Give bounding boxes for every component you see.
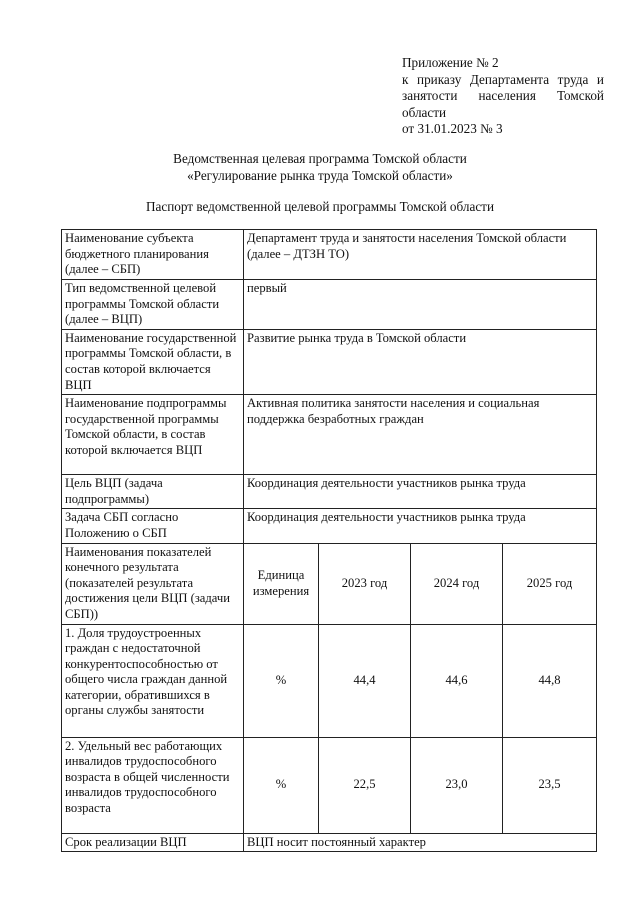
passport-table: [61, 229, 597, 852]
table-row: [62, 475, 597, 509]
passport-heading: Паспорт ведомственной целевой программы Томской области: [145, 199, 495, 214]
table-row: [62, 280, 597, 330]
indicator-row: [62, 737, 597, 833]
indicator-value-2023: 22,5: [319, 737, 411, 833]
indicator-value-2023: 44,4: [319, 624, 411, 737]
row-label: Наименование государственной программы Томской области, в состав которой включается ВЦП: [62, 329, 244, 394]
indicator-unit: %: [244, 737, 319, 833]
row-value: Департамент труда и занятости населения Томской области (далее – ДТЗН ТО): [244, 230, 597, 280]
row-label: Задача СБП согласно Положению о СБП: [62, 509, 244, 543]
term-value: ВЦП носит постоянный характер: [244, 833, 597, 852]
appendix-department-line: занятости населения Томской: [402, 88, 604, 103]
row-value: Координация деятельности участников рынка труда: [244, 509, 597, 543]
indicator-label: 2. Удельный вес работающих инвалидов трудоспособного возраста в общей численности инвалидов трудоспособного возраста: [62, 737, 244, 833]
program-title: [0, 150, 640, 184]
table-row: [62, 395, 597, 475]
indicators-header-row: [62, 543, 597, 624]
row-value: Активная политика занятости населения и социальная поддержка безработных граждан: [244, 395, 597, 475]
appendix-region-line: области: [402, 104, 447, 120]
table-row: [62, 329, 597, 394]
row-label: Наименование субъекта бюджетного планирования (далее – СБП): [62, 230, 244, 280]
table-row: [62, 833, 597, 852]
indicator-unit: %: [244, 624, 319, 737]
row-value: Координация деятельности участников рынка труда: [244, 475, 597, 509]
appendix-block: [402, 55, 604, 138]
indicator-value-2024: 44,6: [411, 624, 503, 737]
year-header-2024: 2024 год: [411, 543, 503, 624]
row-label: Цель ВЦП (задача подпрограммы): [62, 475, 244, 509]
appendix-title: Приложение № 2: [402, 55, 499, 70]
appendix-order-line: к приказу Департамента труда и: [402, 71, 604, 87]
indicator-value-2025: 23,5: [503, 737, 597, 833]
indicator-value-2024: 23,0: [411, 737, 503, 833]
row-label: Тип ведомственной целевой программы Томской области (далее – ВЦП): [62, 280, 244, 330]
term-label: Срок реализации ВЦП: [62, 833, 244, 852]
indicators-header-label: Наименования показателей конечного результата (показателей результата достижения цели ВЦП (задачи СБП)): [62, 543, 244, 624]
table-row: [62, 230, 597, 280]
appendix-date-line: от 31.01.2023 № 3: [402, 121, 503, 136]
row-value: Развитие рынка труда в Томской области: [244, 329, 597, 394]
program-title-line-1: Ведомственная целевая программа Томской области: [173, 151, 467, 166]
table-row: [62, 509, 597, 543]
year-header-2023: 2023 год: [319, 543, 411, 624]
indicator-value-2025: 44,8: [503, 624, 597, 737]
row-label: Наименование подпрограммы государственной программы Томской области, в состав которой включается ВЦП: [62, 395, 244, 475]
indicator-label: 1. Доля трудоустроенных граждан с недостаточной конкурентоспособностью от общего числа граждан данной категории, обратившихся в органы службы занятости: [62, 624, 244, 737]
year-header-2025: 2025 год: [503, 543, 597, 624]
indicator-row: [62, 624, 597, 737]
row-value: первый: [244, 280, 597, 330]
program-title-line-2: «Регулирование рынка труда Томской области»: [187, 168, 453, 183]
unit-header: Единица измерения: [244, 543, 319, 624]
